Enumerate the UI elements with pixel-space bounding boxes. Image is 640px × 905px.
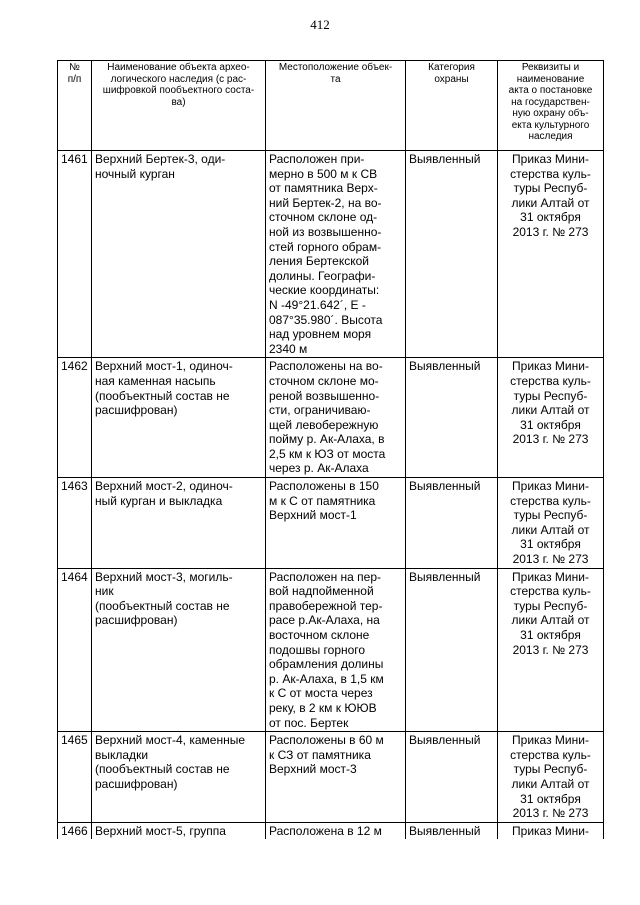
protection-category: Выявленный bbox=[406, 151, 498, 358]
act-requisites: Приказ Мини- стерства куль- туры Респуб- лики Алтай от 31 октября 2013 г. № 273 bbox=[498, 568, 604, 732]
row-number: 1462 bbox=[58, 358, 92, 478]
object-name: Верхний мост-1, одиноч- ная каменная насыпь (пообъектный состав не расшифрован) bbox=[92, 358, 266, 478]
table-row bbox=[58, 732, 604, 823]
table-row bbox=[58, 568, 604, 732]
protection-category: Выявленный bbox=[406, 822, 498, 839]
object-location: Расположены в 150 м к С от памятника Верхний мост-1 bbox=[266, 478, 406, 569]
object-name: Верхний мост-4, каменные выкладки (пообъектный состав не расшифрован) bbox=[92, 732, 266, 823]
row-number: 1466 bbox=[58, 822, 92, 839]
object-location: Расположен при- мерно в 500 м к СВ от памятника Верх- ний Бертек-2, на во- сточном склоне од- ной из возвышенно- стей горного обрам- ления Бертекской долины. Географи- ческие координаты: N -49°21.642´, E - 087°35.980´. Высота над уровнем моря 2340 м bbox=[266, 151, 406, 358]
object-location: Расположены на во- сточном склоне мо- реной возвышенно- сти, ограничиваю- щей левобережную пойму р. Ак-Алаха, в 2,5 км к ЮЗ от моста через р. Ак-Алаха bbox=[266, 358, 406, 478]
act-requisites: Приказ Мини- стерства куль- туры Респуб- лики Алтай от 31 октября 2013 г. № 273 bbox=[498, 478, 604, 569]
object-name: Верхний мост-5, группа bbox=[92, 822, 266, 839]
row-number: 1461 bbox=[58, 151, 92, 358]
object-name: Верхний мост-3, могиль- ник (пообъектный состав не расшифрован) bbox=[92, 568, 266, 732]
object-location: Расположены в 60 м к СЗ от памятника Верхний мост-3 bbox=[266, 732, 406, 823]
act-requisites: Приказ Мини- стерства куль- туры Респуб- лики Алтай от 31 октября 2013 г. № 273 bbox=[498, 732, 604, 823]
table-row bbox=[58, 478, 604, 569]
row-number: 1465 bbox=[58, 732, 92, 823]
act-requisites: Приказ Мини- стерства куль- туры Респуб- лики Алтай от 31 октября 2013 г. № 273 bbox=[498, 151, 604, 358]
header-requisites: Реквизиты и наименование акта о постановке на государствен- ную охрану объ- екта культурного наследия bbox=[498, 61, 604, 151]
row-number: 1464 bbox=[58, 568, 92, 732]
act-requisites: Приказ Мини- bbox=[498, 822, 604, 839]
protection-category: Выявленный bbox=[406, 732, 498, 823]
protection-category: Выявленный bbox=[406, 568, 498, 732]
object-location: Расположен на пер- вой надпойменной правобережной тер- расе р.Ак-Алаха, на восточном склоне подошвы горного обрамления долины р. Ак-Алаха, в 1,5 км к С от моста через реку, в 2 км к ЮЮВ от пос. Бертек bbox=[266, 568, 406, 732]
table-row bbox=[58, 151, 604, 358]
header-location: Местоположение объек- та bbox=[266, 61, 406, 151]
page-number: 412 bbox=[310, 17, 330, 32]
object-name: Верхний Бертек-3, оди- ночный курган bbox=[92, 151, 266, 358]
object-location: Расположена в 12 м bbox=[266, 822, 406, 839]
heritage-registry-table bbox=[57, 60, 604, 839]
row-number: 1463 bbox=[58, 478, 92, 569]
object-name: Верхний мост-2, одиноч- ный курган и выкладка bbox=[92, 478, 266, 569]
header-protection-category: Категория охраны bbox=[406, 61, 498, 151]
act-requisites: Приказ Мини- стерства куль- туры Респуб- лики Алтай от 31 октября 2013 г. № 273 bbox=[498, 358, 604, 478]
header-object-name: Наименование объекта архео- логического наследия (с рас- шифровкой пообъектного соста- ва) bbox=[92, 61, 266, 151]
table-row bbox=[58, 822, 604, 839]
table-row bbox=[58, 358, 604, 478]
table-header-row bbox=[58, 61, 604, 151]
header-number: № п/п bbox=[58, 61, 92, 151]
protection-category: Выявленный bbox=[406, 478, 498, 569]
protection-category: Выявленный bbox=[406, 358, 498, 478]
